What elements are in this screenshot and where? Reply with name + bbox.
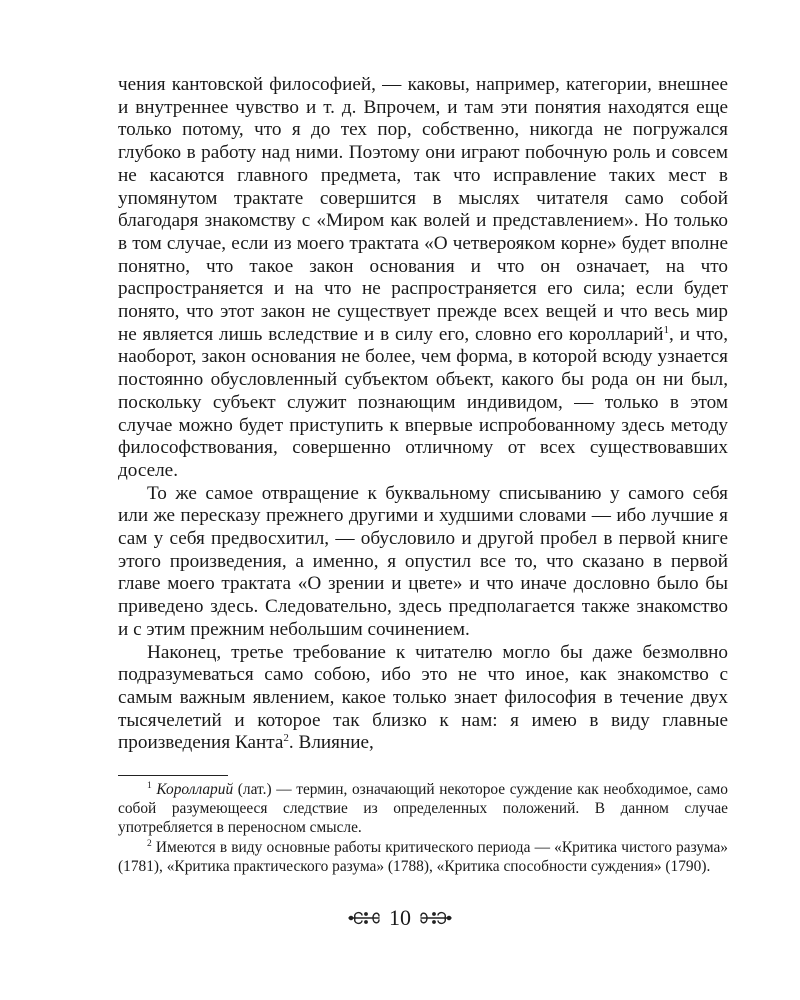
page-number: 10 [389,905,411,930]
footnote-text: (лат.) — термин, означающий некоторое суждение как необходимое, само собой разумеющееся следствие из определенных положений. В данном случае употребляется в переносном смысле. [118,781,728,837]
footnotes [118,780,728,876]
footnote-separator [118,775,228,776]
paragraph-text: чения кантовской философией, — каковы, например, категории, внешнее и внутреннее чувство и т. д. Впрочем, и там эти понятия находятся еще только потому, что я до тех пор, собственно, никогда не погружался глубоко в работу над ними. Поэтому они играют побочную роль и совсем не касаются главного предмета, так что исправление таких мест в упомянутом трактате совершится в мыслях читателя само собой благодаря знакомству с «Миром как волей и представлением». Но только в том случае, если из моего трактата «О четвероякoм корне» будет вполне понятно, что такое закон основания и что он означает, на что распространяется и на что не распространяется его сила; если будет понято, что этот закон не существует прежде всех вещей и что весь мир не является лишь вследствие и в силу его, словно его королларий [118,74,728,345]
paragraph-text: . Влияние, [288,732,374,754]
paragraph [118,483,728,642]
fleuron-left-icon [347,908,381,928]
footnote-text: Имеются в виду основные работы критического периода — «Критика чистого разума» (1781), «Критика практического разума» (1788), «Критика способности суждения» (1790). [118,838,728,875]
fleuron-right-icon [419,908,453,928]
main-text [118,74,728,755]
footnote-ref-2: 2 [283,732,289,745]
paragraph [118,74,728,483]
paragraph-text: То же самое отвращение к буквальному списыванию у самого себя или же пересказу прежнего другими и худшими словами — ибо лучшие я сам у себя предвосхитил, — обусловило и другой пробел в первой книге этого произведения, а именно, я опустил все то, что сказано в первой главе моего трактата «О зрении и цвете» и что иначе дословно было бы приведено здесь. Следовательно, здесь предполагается также знакомство и с этим прежним небольшим сочинением. [118,482,728,640]
paragraph-text: , и что, наоборот, закон основания не более, чем форма, в которой всюду узнается постоянно обусловленный субъектом объект, какого бы рода он ни был, поскольку субъект служит познающим индивидом, — только в этом случае можно будет приступить к впервые испробованному здесь методу философствования, совершенно отличному от всех существовавших доселе. [118,323,728,481]
paragraph-text: Наконец, третье требование к читателю могло бы даже безмолвно подразумеваться само собою, ибо это не что иное, как знакомство с самым важным явлением, какое только знает философия в течение двух тысячелетий и которое так близко к нам: я имею в виду главные произведения Канта [118,641,728,754]
footnote-marker: 1 [147,781,152,791]
footnote-ref-1: 1 [663,323,670,336]
paragraph [118,642,728,756]
footnote-term: Королларий [156,781,234,798]
footnote-marker: 2 [147,838,152,849]
footnote-2 [118,838,728,876]
page-footer [0,898,800,938]
footnote-1 [118,780,728,838]
